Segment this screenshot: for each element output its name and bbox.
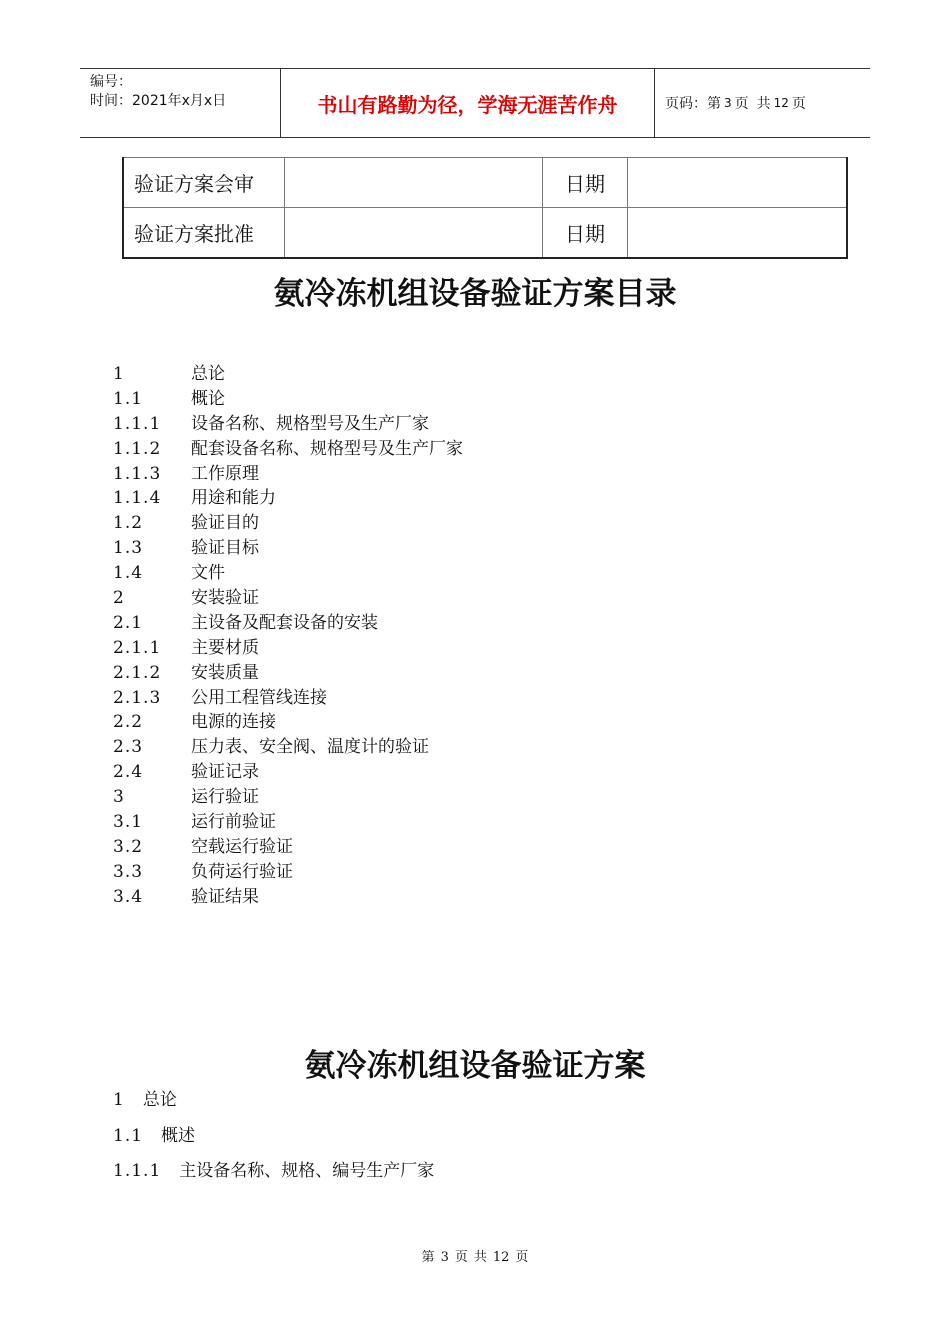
toc-item [113,486,463,511]
toc-item-number: 2.1.2 [113,662,162,683]
toc-item-number: 1.1.3 [113,463,162,484]
document-time: 时间：2021年x月x日 [90,93,227,109]
toc-item [113,860,463,885]
page-total: 12 [773,96,789,110]
page-footer [0,1246,950,1265]
footer-total-unit: 页 [515,1250,529,1265]
toc-item-text: 运行验证 [191,787,259,808]
approval-date-label: 日期 [543,208,628,259]
toc-item [113,586,463,611]
toc-item-text: 用途和能力 [191,488,276,509]
toc-item [113,561,463,586]
footer-total-prefix: 共 [473,1250,487,1265]
toc-item-number: 2.1.3 [113,687,162,708]
toc-item-number: 2.4 [113,762,144,783]
footer-total: 12 [492,1250,510,1265]
approval-label: 验证方案批准 [123,208,285,259]
toc-item-text: 配套设备名称、规格型号及生产厂家 [191,438,463,459]
toc-item-text: 验证结果 [191,886,259,907]
page-unit: 页 [734,96,749,112]
toc-item-number: 2.1.1 [113,637,162,658]
toc-item [113,710,463,735]
page-prefix: 页码：第 [665,96,721,112]
footer-current: 3 [440,1250,449,1265]
review-date-label: 日期 [543,158,628,208]
toc-title: 氨冷冻机组设备验证方案目录 [273,276,677,312]
table-row [123,158,847,208]
toc-item-number: 1.1.1 [113,413,162,434]
toc-item [113,437,463,462]
document-title: 氨冷冻机组设备验证方案 [304,1048,646,1084]
toc-item [113,735,463,760]
toc-item-text: 文件 [191,563,225,584]
toc-item [113,412,463,437]
section-text: 总论 [142,1090,177,1110]
toc-item-number: 2.3 [113,737,144,758]
section-text: 主设备名称、规格、编号生产厂家 [179,1161,435,1181]
toc-item [113,760,463,785]
toc-item-text: 总论 [191,364,225,384]
toc-item-number: 3.3 [113,861,144,882]
toc-item-number: 2 [113,588,125,609]
toc-item-text: 设备名称、规格型号及生产厂家 [191,413,429,434]
toc-item-text: 压力表、安全阀、温度计的验证 [191,737,429,758]
toc-item [113,611,463,636]
toc-item-text: 公用工程管线连接 [191,687,327,708]
header-meta [80,69,281,137]
toc-item [113,835,463,860]
toc-item-number: 1.2 [113,513,144,534]
header-page-info [655,69,870,137]
toc-item-number: 1.1 [113,388,144,409]
toc-item-number: 1.1.2 [113,438,162,459]
toc-item [113,885,463,910]
toc-item-text: 空载运行验证 [191,836,293,857]
toc-item [113,362,463,387]
table-row [123,208,847,259]
toc-item [113,462,463,487]
toc-item-text: 验证目标 [191,538,259,559]
toc-item-text: 主要材质 [191,637,259,658]
section-heading [113,1121,195,1146]
toc-item-number: 1.4 [113,563,144,584]
toc-item [113,785,463,810]
toc-item-text: 安装质量 [191,662,259,683]
toc-item-text: 负荷运行验证 [191,861,293,882]
toc-item-number: 1 [113,364,125,384]
section-text: 概述 [161,1126,196,1146]
header-motto: 书山有路勤为径，学海无涯苦作舟 [281,69,655,137]
table-of-contents [113,362,463,910]
section-number: 1.1 [113,1126,144,1146]
review-label: 验证方案会审 [123,158,285,208]
toc-item-number: 2.2 [113,712,144,733]
approval-date-cell [628,208,848,259]
toc-item-text: 主设备及配套设备的安装 [191,612,378,633]
document-number-label: 编号： [90,74,132,90]
footer-unit: 页 [454,1250,468,1265]
section-number: 1 [113,1090,125,1110]
toc-item-number: 3.2 [113,836,144,857]
toc-item-text: 运行前验证 [191,812,276,833]
approval-table [122,157,848,259]
toc-item-number: 3.4 [113,886,144,907]
page-current: 3 [724,96,732,110]
toc-item-number: 3 [113,787,125,808]
review-signature-cell [285,158,543,208]
toc-item-text: 概论 [191,388,225,409]
toc-item-number: 2.1 [113,612,144,633]
review-date-cell [628,158,848,208]
toc-item [113,810,463,835]
toc-item-text: 验证目的 [191,513,259,534]
toc-item [113,686,463,711]
page-total-unit: 页 [791,96,806,112]
toc-item-number: 3.1 [113,812,144,833]
toc-item-number: 1.1.4 [113,488,162,509]
toc-item [113,636,463,661]
toc-item [113,387,463,412]
page-header [80,68,870,138]
section-heading [113,1156,434,1181]
toc-item-text: 工作原理 [191,463,259,484]
toc-item-text: 电源的连接 [191,712,276,733]
toc-item [113,661,463,686]
page-total-prefix: 共 [756,96,771,112]
approval-signature-cell [285,208,543,259]
section-heading [113,1085,177,1110]
toc-item [113,511,463,536]
toc-item-text: 验证记录 [191,762,259,783]
toc-item-number: 1.3 [113,538,144,559]
section-number: 1.1.1 [113,1161,162,1181]
toc-item [113,536,463,561]
toc-item-text: 安装验证 [191,588,259,609]
footer-prefix: 第 [421,1250,435,1265]
